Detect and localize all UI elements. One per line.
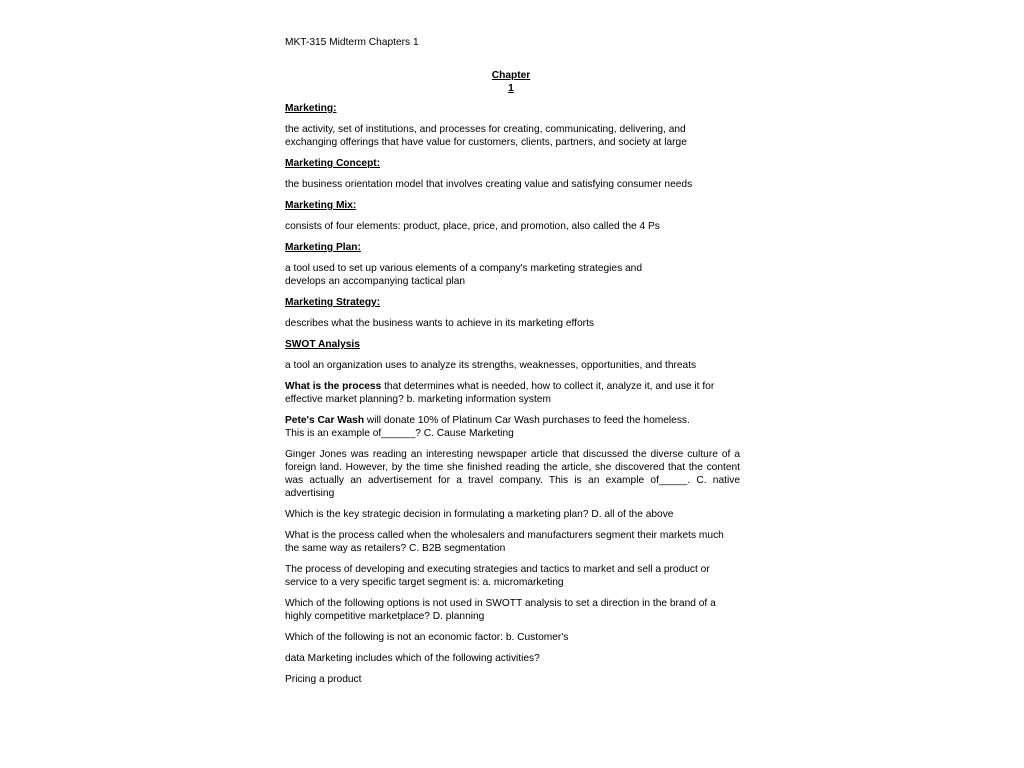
question-1-bold: What is the process (285, 381, 382, 392)
question-9: data Marketing includes which of the following activities? (285, 653, 540, 664)
question-2-line2: This is an example of______? C. Cause Marketing (285, 428, 514, 439)
chapter-title (481, 69, 541, 95)
def-swot-analysis: a tool an organization uses to analyze its strengths, weaknesses, opportunities, and threats (285, 360, 697, 371)
def-marketing-plan-line2: develops an accompanying tactical plan (285, 276, 466, 287)
question-6: The process of developing and executing strategies and tactics to market and sell a product or service to a very specific target segment is: a. micromarketing (285, 564, 710, 588)
term-marketing-strategy: Marketing Strategy: (285, 297, 381, 308)
chapter-title-word: Chapter (491, 70, 531, 81)
def-marketing-concept: the business orientation model that involves creating value and satisfying consumer needs (285, 179, 693, 190)
question-1 (285, 380, 740, 406)
term-marketing: Marketing: (285, 103, 337, 114)
document-header: MKT-315 Midterm Chapters 1 (285, 37, 419, 48)
question-8: Which of the following is not an economic factor: b. Customer's (285, 632, 569, 643)
question-2-bold: Pete's Car Wash (285, 415, 365, 426)
question-1-text: that determines what is needed, how to collect it, analyze it, and use it for effective market planning? b. marketing information system (285, 381, 715, 405)
document-content (285, 102, 740, 694)
def-marketing-mix: consists of four elements: product, place, price, and promotion, also called the 4 Ps (285, 221, 660, 232)
question-5: What is the process called when the wholesalers and manufacturers segment their markets much the same way as retailers? C. B2B segmentation (285, 530, 724, 554)
term-marketing-mix: Marketing Mix: (285, 200, 357, 211)
question-3: Ginger Jones was reading an interesting newspaper article that discussed the diverse culture of a foreign land. However, by the time she finished reading the article, she discovered that the content was actually an advertisement for a travel company. This is an example of_____. C. native advertising (285, 449, 740, 499)
question-2 (285, 414, 740, 440)
question-2-text: will donate 10% of Platinum Car Wash purchases to feed the homeless. (364, 415, 690, 426)
def-marketing-plan-line1: a tool used to set up various elements of a company's marketing strategies and (285, 263, 643, 274)
def-marketing-plan (285, 262, 740, 288)
question-4: Which is the key strategic decision in formulating a marketing plan? D. all of the above (285, 509, 674, 520)
term-marketing-concept: Marketing Concept: (285, 158, 381, 169)
def-marketing-strategy: describes what the business wants to achieve in its marketing efforts (285, 318, 594, 329)
chapter-title-number: 1 (508, 83, 514, 94)
term-swot-analysis: SWOT Analysis (285, 339, 360, 350)
question-7: Which of the following options is not used in SWOTT analysis to set a direction in the brand of a highly competitive marketplace? D. planning (285, 598, 716, 622)
question-10: Pricing a product (285, 674, 362, 685)
def-marketing: the activity, set of institutions, and processes for creating, communicating, delivering, and exchanging offerings that have value for customers, clients, partners, and society at large (285, 124, 687, 148)
term-marketing-plan: Marketing Plan: (285, 242, 361, 253)
